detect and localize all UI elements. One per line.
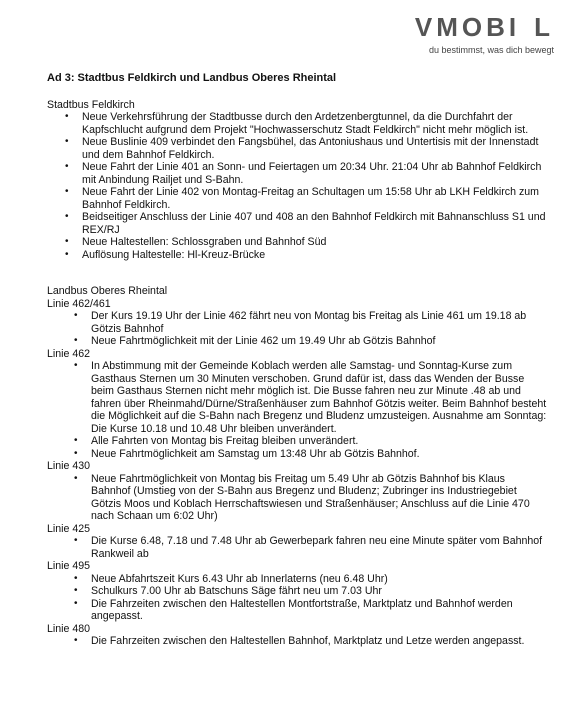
list-item: • Alle Fahrten von Montag bis Freitag bleiben unverändert.	[91, 435, 547, 448]
list-item: • Schulkurs 7.00 Uhr ab Batschuns Säge fährt neu um 7.03 Uhr	[91, 585, 547, 598]
list-item: • Die Fahrzeiten zwischen den Haltestellen Bahnhof, Marktplatz und Letze werden angepasst.	[91, 635, 547, 648]
list-item: • Die Fahrzeiten zwischen den Haltestellen Montfortstraße, Marktplatz und Bahnhof werden angepasst.	[91, 598, 547, 623]
stadtbus-list	[47, 111, 547, 261]
line-label-480: Linie 480	[47, 622, 91, 635]
document-body	[47, 72, 547, 648]
section-title-landbus: Landbus Oberes Rheintal	[47, 285, 168, 297]
logo-wordmark: VMOBI L	[414, 12, 554, 42]
list-item: • Neue Fahrt der Linie 402 von Montag-Freitag an Schultagen um 15:58 Uhr ab LKH Feldkirch zum Bahnhof Feldkirch.	[82, 186, 547, 211]
list-item: • Neue Verkehrsführung der Stadtbusse durch den Ardetzenbergtunnel, da die Durchfahrt der Kapfschlucht aufgrund dem Projekt "Hochwasserschutz Stadt Feldkirch" nicht mehr möglich ist.	[82, 111, 547, 136]
line-label-425: Linie 425	[47, 522, 91, 535]
logo-tagline: du bestimmst, was dich bewegt	[428, 45, 554, 55]
list-item: • Neue Fahrtmöglichkeit am Samstag um 13:48 Uhr ab Götzis Bahnhof.	[91, 448, 547, 461]
list-item: • Beidseitiger Anschluss der Linie 407 und 408 an den Bahnhof Feldkirch mit Bahnanschluss S1 und REX/RJ	[82, 211, 547, 236]
page-heading: Ad 3: Stadtbus Feldkirch und Landbus Oberes Rheintal	[47, 72, 337, 84]
line-462-461-list	[47, 310, 547, 348]
line-label-430: Linie 430	[47, 460, 91, 472]
list-item: • Neue Buslinie 409 verbindet den Fangsbühel, das Antoniushaus und Untertisis mit der Innenstadt und dem Bahnhof Feldkirch.	[82, 136, 547, 161]
line-label-495: Linie 495	[47, 560, 91, 572]
list-item: • Neue Abfahrtszeit Kurs 6.43 Uhr ab Innerlaterns (neu 6.48 Uhr)	[91, 573, 547, 586]
line-425-list	[47, 535, 547, 560]
list-item: • Neue Fahrtmöglichkeit mit der Linie 462 um 19.49 Uhr ab Götzis Bahnhof	[91, 335, 547, 348]
line-462-list	[47, 360, 547, 460]
line-495-list	[47, 573, 547, 623]
list-item: • Neue Haltestellen: Schlossgraben und Bahnhof Süd	[82, 236, 547, 249]
vmobil-logo	[415, 14, 554, 55]
section-title-stadtbus: Stadtbus Feldkirch	[47, 98, 135, 111]
list-item: • Auflösung Haltestelle: Hl-Kreuz-Brücke	[82, 249, 547, 262]
line-label-462-461: Linie 462/461	[47, 297, 111, 310]
list-item: • Die Kurse 6.48, 7.18 und 7.48 Uhr ab Gewerbepark fahren neu eine Minute später vom Bahnhof Rankweil ab	[91, 535, 547, 560]
line-label-462: Linie 462	[47, 347, 91, 360]
list-item: • Neue Fahrtmöglichkeit von Montag bis Freitag um 5.49 Uhr ab Götzis Bahnhof bis Klaus Bahnhof (Umstieg von der S-Bahn aus Bregenz und Bludenz; Zubringer ins Industriegebiet Götzis Moos und Koblach Herrschaftswiesen und Straßenhäuser; Anschluss auf die Linie 470 nach Schaan um 6:02 Uhr)	[91, 473, 547, 523]
list-item: • Neue Fahrt der Linie 401 an Sonn- und Feiertagen um 20:34 Uhr. 21:04 Uhr ab Bahnhof Feldkirch mit Anbindung Railjet und S-Bahn.	[82, 161, 547, 186]
line-480-list	[47, 635, 547, 648]
list-item: • Der Kurs 19.19 Uhr der Linie 462 fährt neu von Montag bis Freitag als Linie 461 um 19.18 ab Götzis Bahnhof	[91, 310, 547, 335]
line-430-list	[47, 473, 547, 523]
list-item: • In Abstimmung mit der Gemeinde Koblach werden alle Samstag- und Sonntag-Kurse zum Gasthaus Sternen um 30 Minuten verschoben. Grund dafür ist, dass das Wenden der Busse beim Gasthaus Sternen nicht mehr möglich ist. Die Busse fahren neu zur Minute .48 ab und fahren über Rheinmahd/Dürne/Straßenhäuser zum Bahnhof Götzis weiter. Beim Bahnhof besteht die Möglichkeit auf die S-Bahn nach Bregenz und Bludenz umzusteigen. Ausnahme am Sonntag: Die Kurse 10.18 und 10.48 Uhr bleiben unverändert.	[91, 360, 547, 435]
